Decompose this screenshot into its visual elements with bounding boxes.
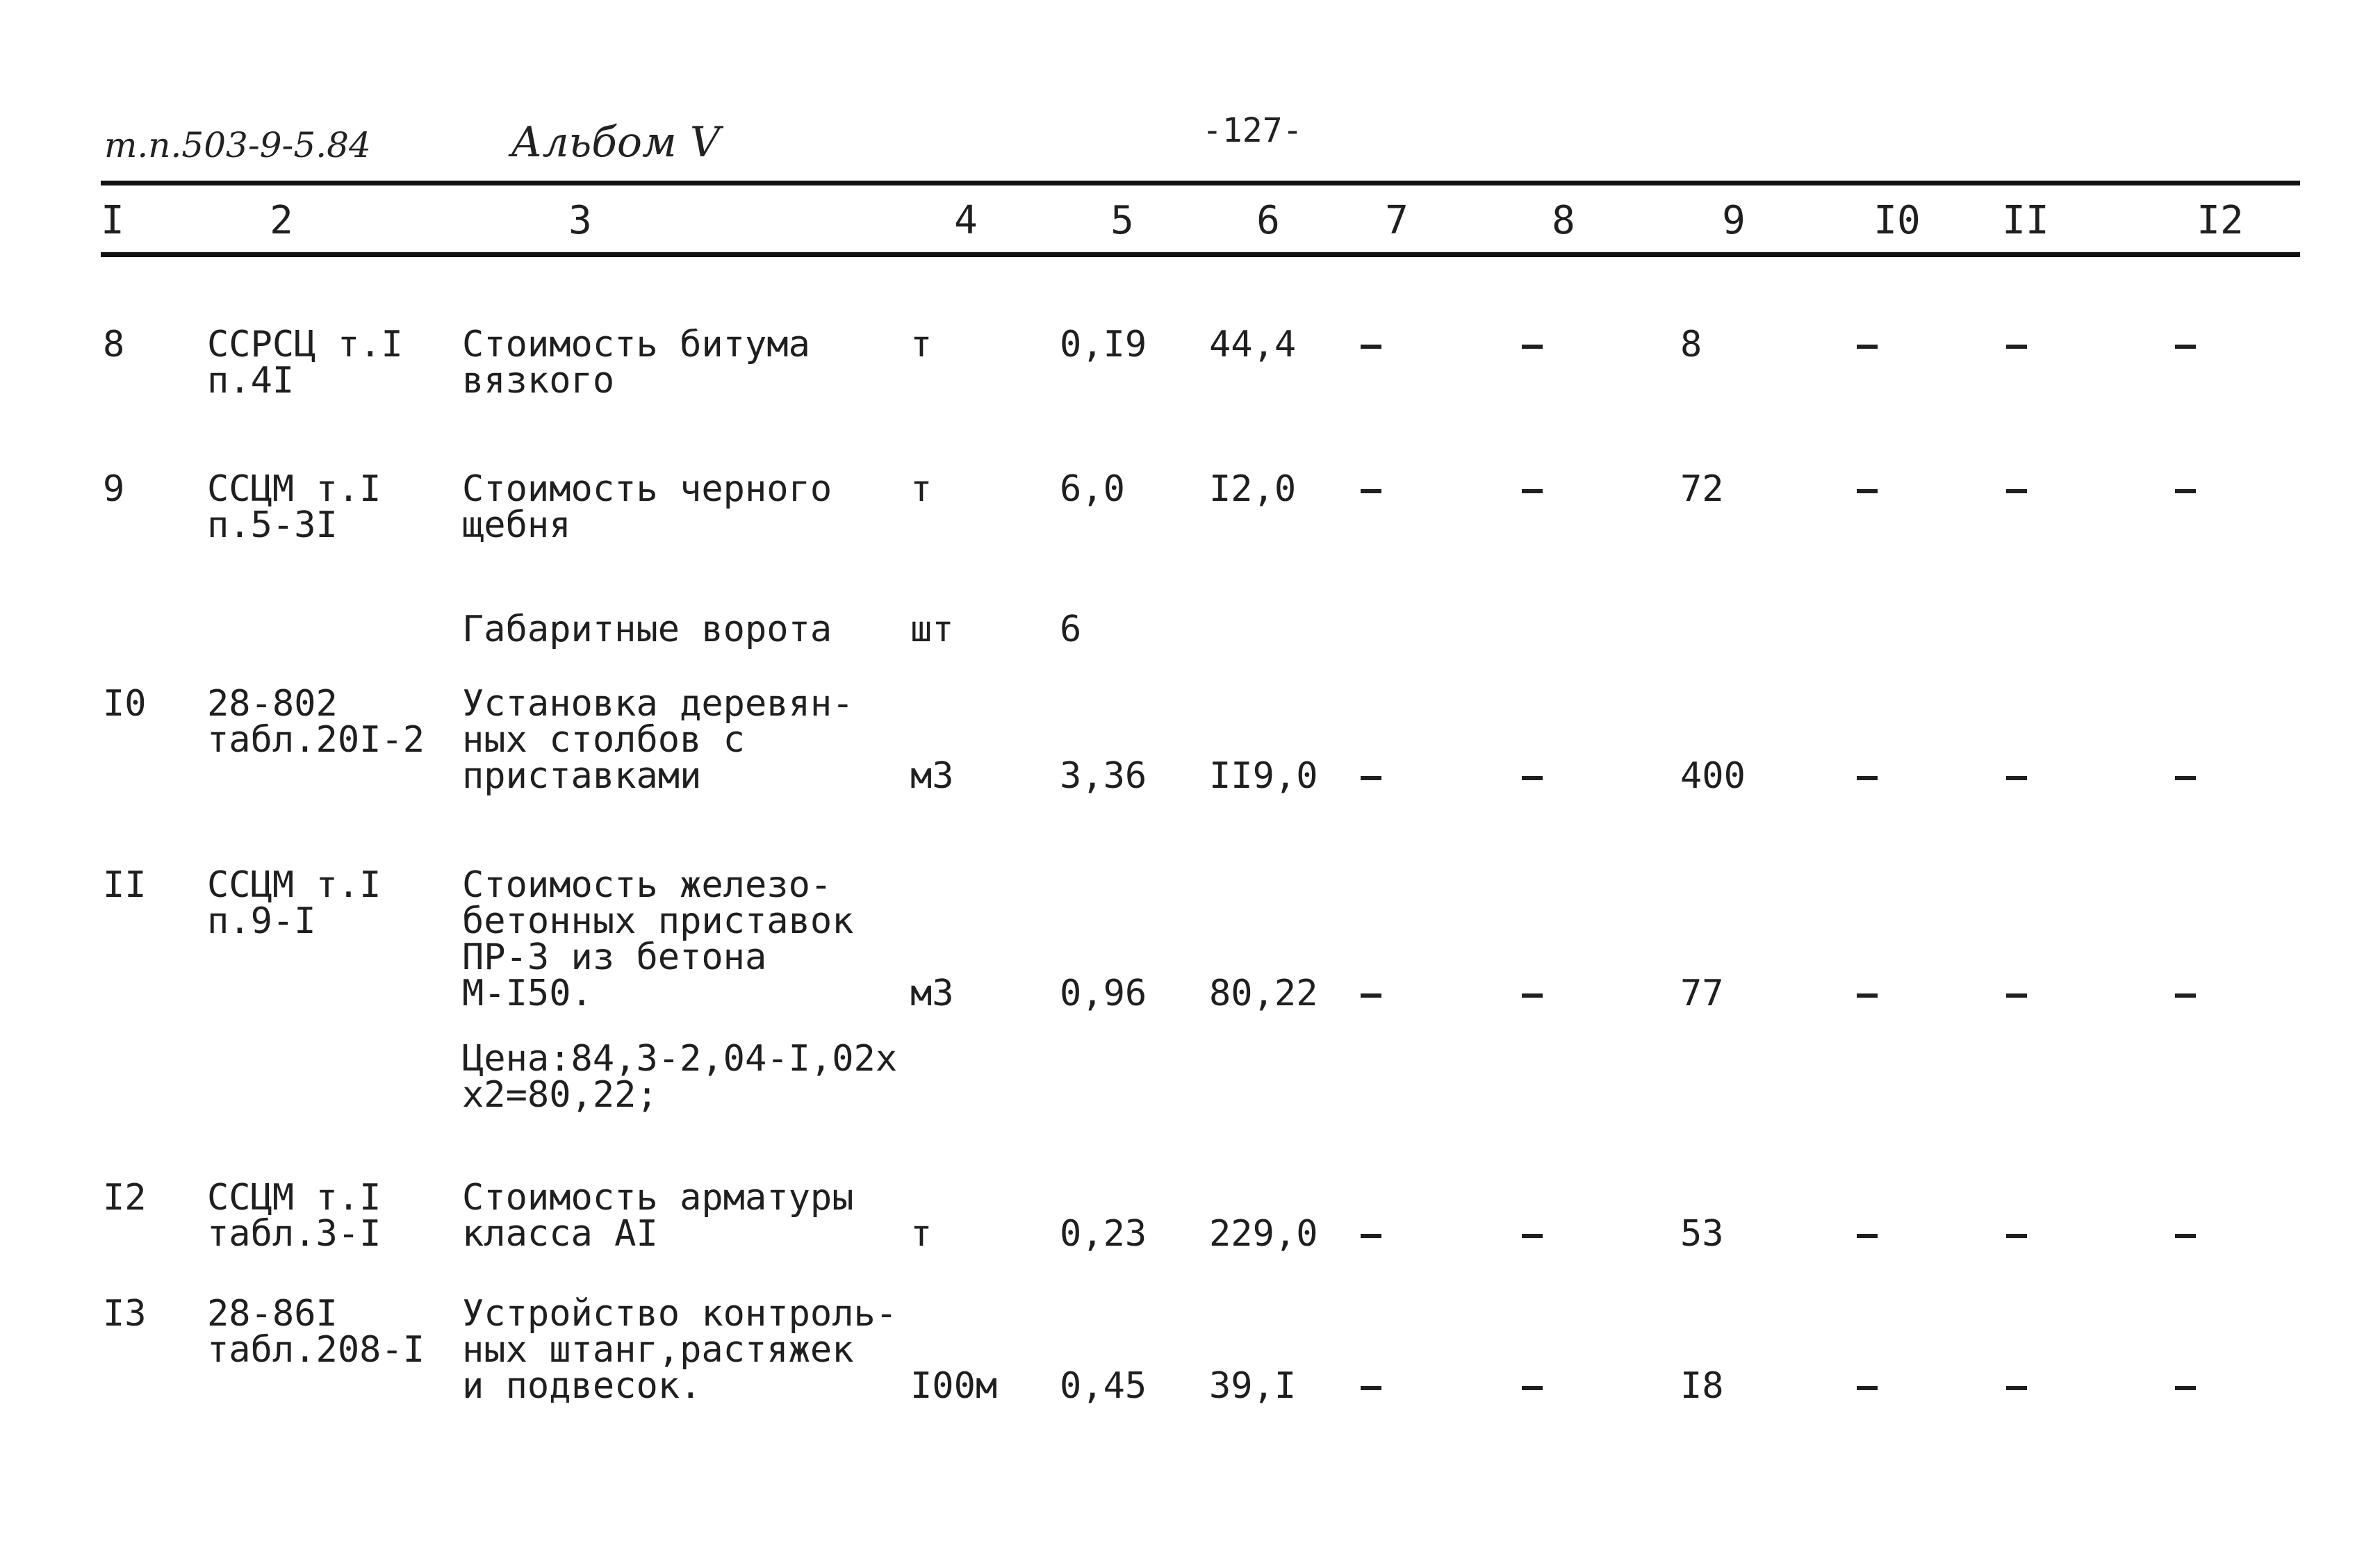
column-header: 9 — [1722, 198, 1746, 243]
row-description: Стоимость железо- — [462, 864, 832, 906]
row-dash-c10 — [1857, 1234, 1878, 1238]
row-dash-c8 — [1522, 776, 1543, 780]
row-dash-c10 — [1857, 345, 1878, 349]
row-dash-c8 — [1522, 993, 1543, 998]
row-total: I8 — [1680, 1365, 1724, 1407]
row-dash-c12 — [2175, 489, 2196, 493]
row-reference: п.9-I — [207, 900, 316, 942]
row-total: 72 — [1680, 468, 1724, 510]
row-dash-c11 — [2006, 1386, 2027, 1390]
row-description: ных штанг,растяжек — [462, 1329, 854, 1371]
row-price: 44,4 — [1209, 324, 1297, 365]
row-number: 8 — [103, 324, 125, 365]
row-unit: I00м — [910, 1365, 998, 1407]
row-dash-c7 — [1361, 776, 1381, 780]
row-reference: 28-802 — [207, 683, 338, 725]
row-dash-c12 — [2175, 1386, 2196, 1390]
row-description: Установка деревян- — [462, 683, 854, 725]
row-quantity: 0,45 — [1060, 1365, 1147, 1407]
row-dash-c11 — [2006, 1234, 2027, 1238]
row-reference: табл.20I-2 — [207, 719, 425, 761]
row-description: вязкого — [462, 360, 615, 402]
row-reference: ССРСЦ т.I — [207, 324, 403, 365]
row-number: II — [103, 864, 147, 906]
row-quantity: 0,I9 — [1060, 324, 1147, 365]
album-label: Альбом V — [511, 118, 721, 167]
top-rule — [101, 181, 2300, 185]
row-quantity: 0,23 — [1060, 1213, 1147, 1255]
row-price: 39,I — [1209, 1365, 1297, 1407]
row-number: I0 — [103, 683, 147, 725]
row-description: х2=80,22; — [462, 1074, 658, 1116]
row-description: Стоимость арматуры — [462, 1177, 854, 1219]
row-dash-c12 — [2175, 1234, 2196, 1238]
row-description: ПР-3 из бетона — [462, 937, 767, 978]
row-price: II9,0 — [1209, 755, 1318, 797]
row-unit: шт — [910, 609, 954, 650]
row-dash-c10 — [1857, 993, 1878, 998]
column-header: I0 — [1873, 198, 1921, 243]
row-reference: табл.3-I — [207, 1213, 381, 1255]
row-total: 400 — [1680, 755, 1746, 797]
row-reference: ССЦМ т.I — [207, 864, 381, 906]
row-description: Цена:84,3-2,04-I,02х — [462, 1038, 898, 1080]
row-price: 80,22 — [1209, 973, 1318, 1014]
row-reference: ССЦМ т.I — [207, 468, 381, 510]
document-code: т.п.503-9-5.84 — [104, 125, 371, 165]
column-header: 2 — [270, 198, 293, 243]
row-dash-c7 — [1361, 345, 1381, 349]
row-quantity: 0,96 — [1060, 973, 1147, 1014]
row-unit: т — [910, 324, 933, 365]
row-dash-c11 — [2006, 489, 2027, 493]
row-dash-c12 — [2175, 776, 2196, 780]
row-description: Устройство контроль- — [462, 1293, 898, 1335]
column-header: I2 — [2197, 198, 2244, 243]
header-rule — [101, 252, 2300, 257]
column-header: 6 — [1256, 198, 1280, 243]
row-unit: т — [910, 468, 933, 510]
row-reference: ССЦМ т.I — [207, 1177, 381, 1219]
column-header: II — [2002, 198, 2049, 243]
row-reference: п.4I — [207, 360, 295, 402]
row-description: ных столбов с — [462, 719, 745, 761]
row-dash-c8 — [1522, 489, 1543, 493]
row-quantity: 3,36 — [1060, 755, 1147, 797]
row-total: 8 — [1680, 324, 1702, 365]
row-dash-c12 — [2175, 993, 2196, 998]
row-description: М-I50. — [462, 973, 593, 1014]
column-header: 7 — [1385, 198, 1409, 243]
row-unit: м3 — [910, 973, 954, 1014]
row-dash-c10 — [1857, 489, 1878, 493]
row-price: I2,0 — [1209, 468, 1297, 510]
column-header: 3 — [568, 198, 592, 243]
row-unit: м3 — [910, 755, 954, 797]
row-dash-c11 — [2006, 993, 2027, 998]
row-description: щебня — [462, 504, 571, 546]
row-reference: п.5-3I — [207, 504, 338, 546]
row-description: Стоимость битума — [462, 324, 810, 365]
row-number: I3 — [103, 1293, 147, 1335]
row-quantity: 6,0 — [1060, 468, 1125, 510]
row-number: 9 — [103, 468, 125, 510]
row-price: 229,0 — [1209, 1213, 1318, 1255]
column-header: 4 — [954, 198, 978, 243]
row-dash-c10 — [1857, 776, 1878, 780]
column-header: 8 — [1552, 198, 1575, 243]
column-header: 5 — [1110, 198, 1134, 243]
row-quantity: 6 — [1060, 609, 1082, 650]
row-reference: 28-86I — [207, 1293, 338, 1335]
row-description: класса АI — [462, 1213, 658, 1255]
row-description: бетонных приставок — [462, 900, 854, 942]
row-dash-c8 — [1522, 345, 1543, 349]
row-dash-c11 — [2006, 776, 2027, 780]
row-dash-c8 — [1522, 1386, 1543, 1390]
row-dash-c8 — [1522, 1234, 1543, 1238]
row-dash-c7 — [1361, 993, 1381, 998]
page-number: -127- — [1202, 111, 1303, 150]
row-description: Габаритные ворота — [462, 609, 832, 650]
row-dash-c7 — [1361, 1234, 1381, 1238]
row-unit: т — [910, 1213, 933, 1255]
row-total: 53 — [1680, 1213, 1724, 1255]
row-description: и подвесок. — [462, 1365, 702, 1407]
row-dash-c12 — [2175, 345, 2196, 349]
row-total: 77 — [1680, 973, 1724, 1014]
row-dash-c11 — [2006, 345, 2027, 349]
row-description: Стоимость черного — [462, 468, 832, 510]
column-header: I — [101, 198, 124, 243]
row-description: приставками — [462, 755, 702, 797]
row-dash-c7 — [1361, 1386, 1381, 1390]
row-dash-c7 — [1361, 489, 1381, 493]
row-reference: табл.208-I — [207, 1329, 425, 1371]
row-number: I2 — [103, 1177, 147, 1219]
row-dash-c10 — [1857, 1386, 1878, 1390]
